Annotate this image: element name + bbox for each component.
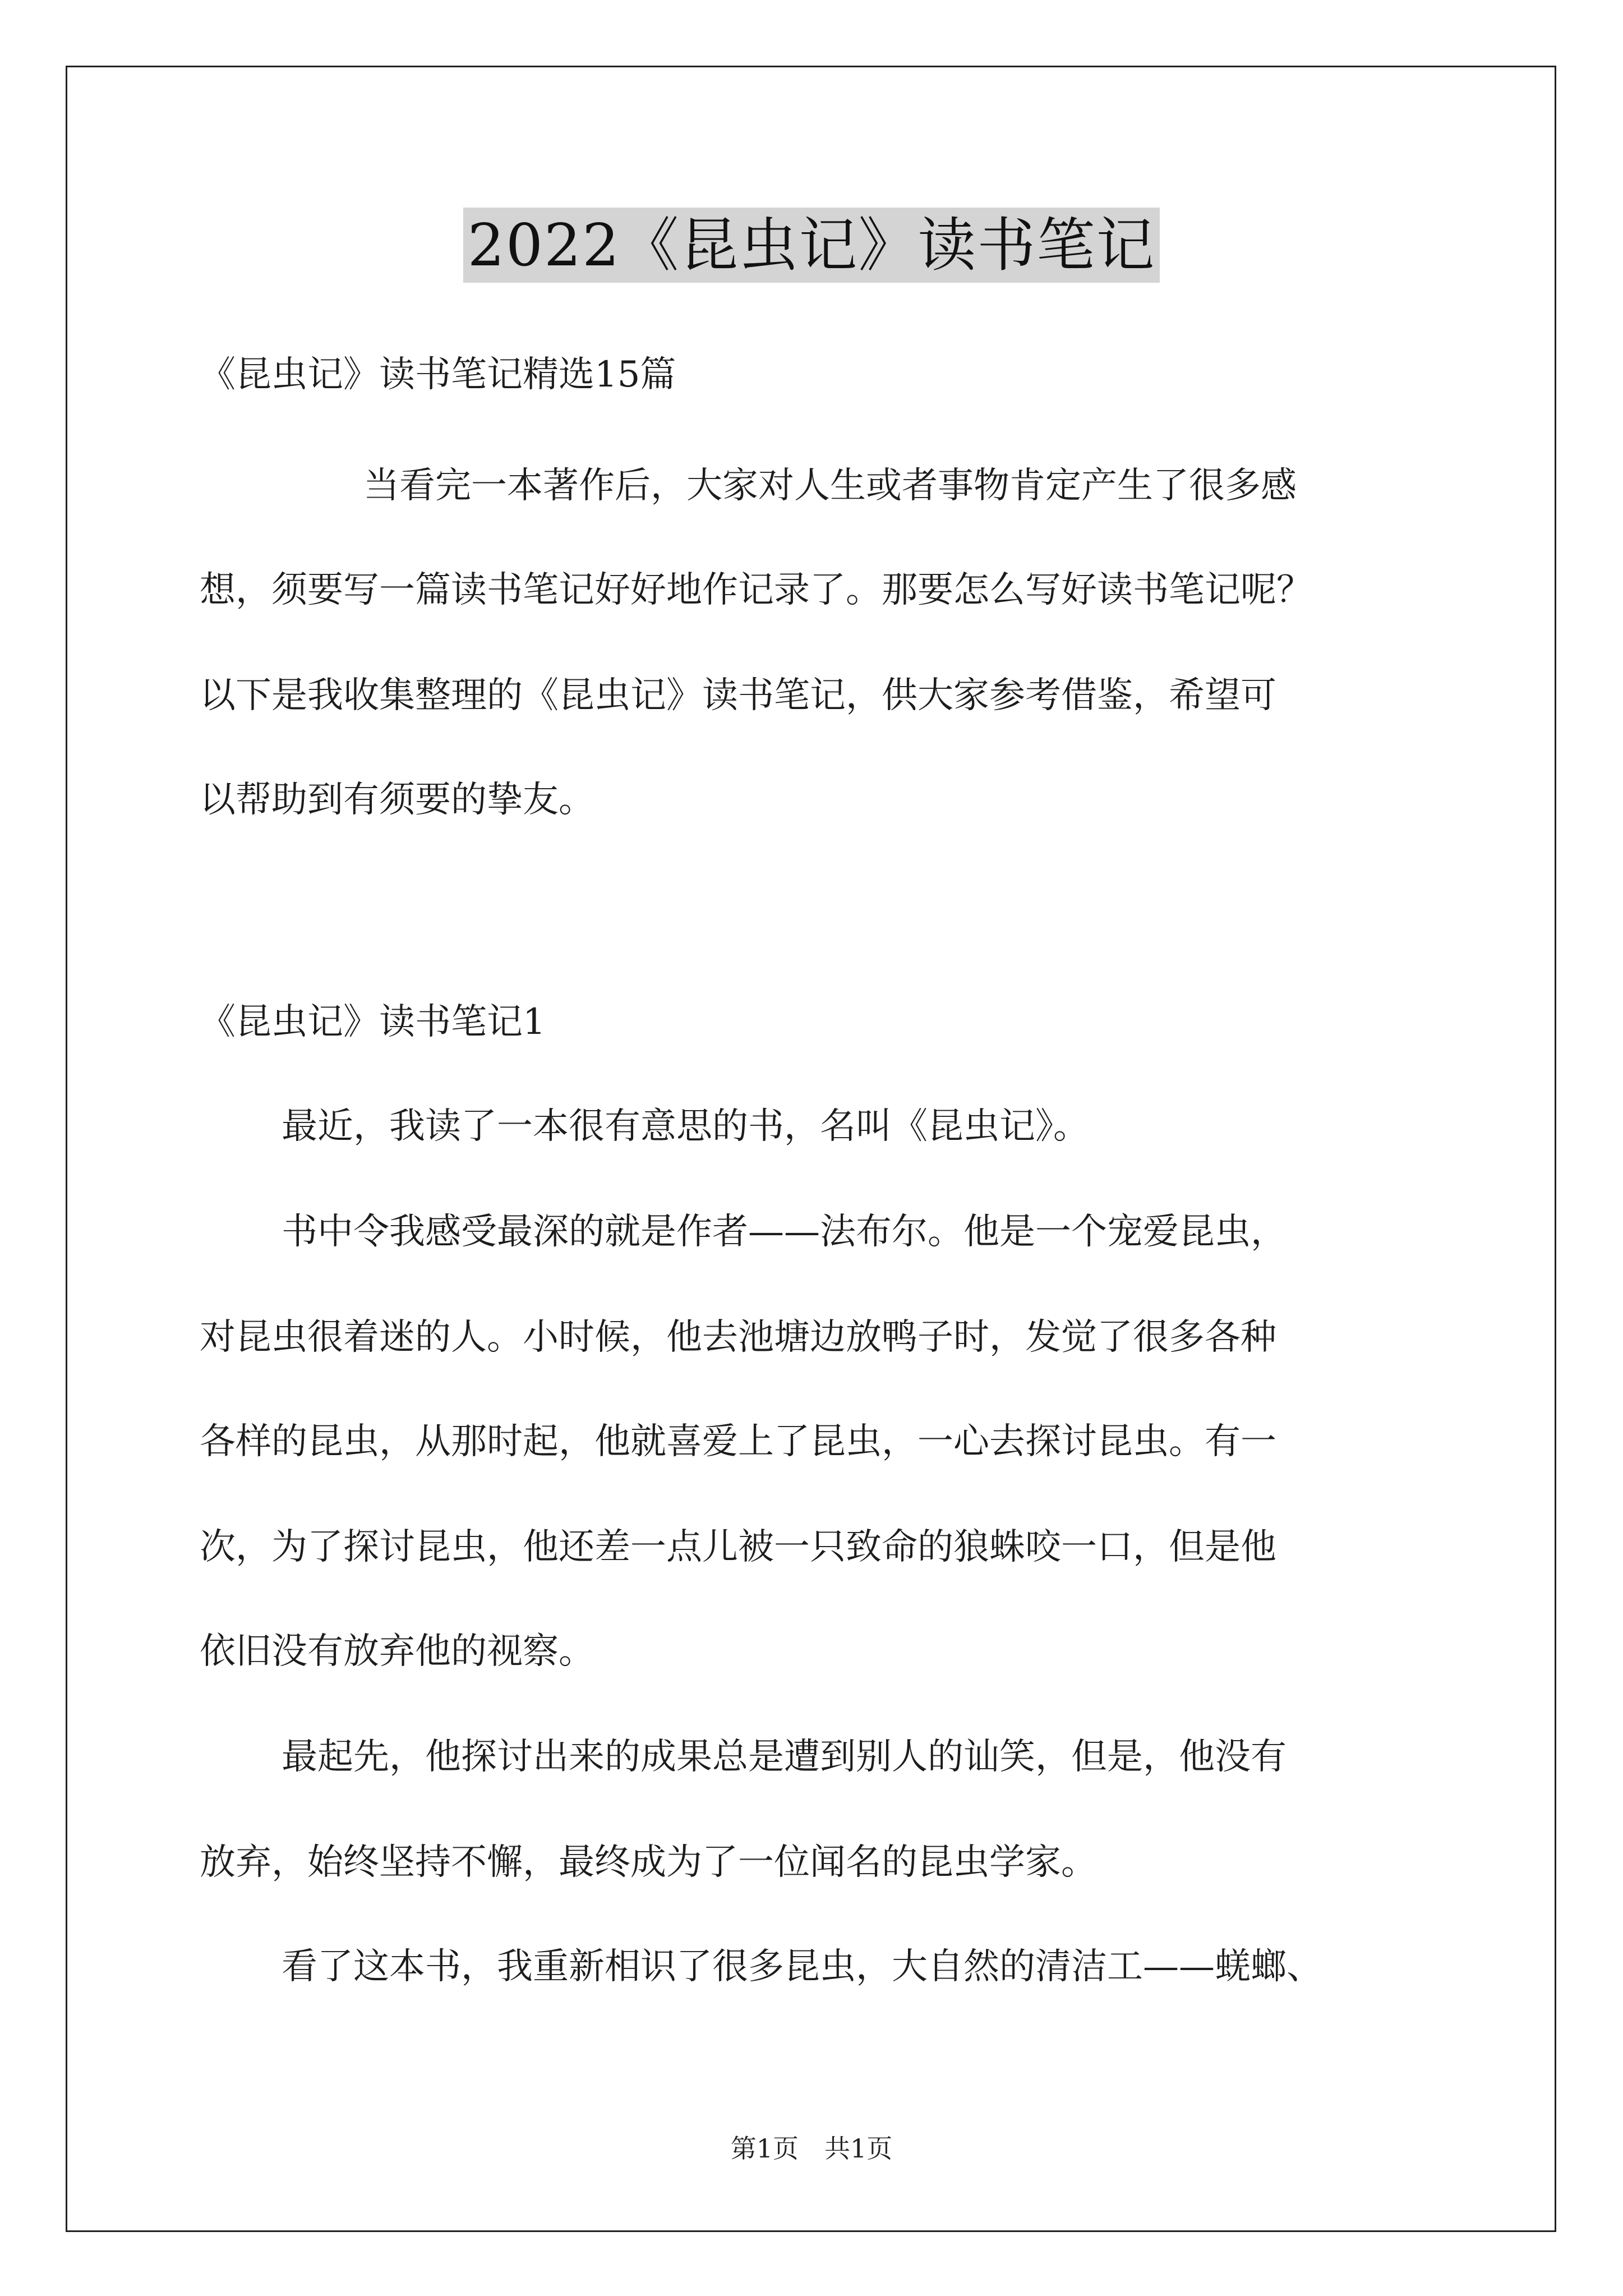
body-line-3: 对昆虫很着迷的人。小时候，他去池塘边放鸭子时，发觉了很多各种: [200, 1317, 1276, 1358]
body-line-7: 最起先，他探讨出来的成果总是遭到别人的讪笑，但是，他没有: [282, 1736, 1287, 1778]
document-subtitle: 《昆虫记》读书笔记精选15篇: [200, 354, 676, 395]
intro-line-3: 以下是我收集整理的《昆虫记》读书笔记，供大家参考借鉴，希望可: [200, 675, 1276, 716]
intro-line-4: 以帮助到有须要的挚友。: [200, 779, 594, 821]
title-container: [0, 208, 1623, 283]
body-line-2: 书中令我感受最深的就是作者——法布尔。他是一个宠爱昆虫，: [282, 1211, 1287, 1253]
body-line-6: 依旧没有放弃他的视察。: [200, 1631, 594, 1672]
body-line-5: 次，为了探讨昆虫，他还差一点儿被一只致命的狼蛛咬一口，但是他: [200, 1526, 1276, 1568]
body-line-8: 放弃，始终坚持不懈，最终成为了一位闻名的昆虫学家。: [200, 1842, 1097, 1883]
section-heading: 《昆虫记》读书笔记1: [200, 1001, 546, 1043]
body-line-9: 看了这本书，我重新相识了很多昆虫，大自然的清洁工——蜣螂、: [282, 1946, 1322, 1987]
document-title: 2022《昆虫记》读书笔记: [463, 208, 1160, 283]
page-footer: 第1页 共1页: [730, 2133, 893, 2164]
intro-line-1: 当看完一本著作后，大家对人生或者事物肯定产生了很多感: [363, 465, 1297, 507]
intro-line-2: 想，须要写一篇读书笔记好好地作记录了。那要怎么写好读书笔记呢？: [200, 569, 1312, 611]
body-line-4: 各样的昆虫，从那时起，他就喜爱上了昆虫，一心去探讨昆虫。有一: [200, 1421, 1276, 1462]
body-line-1: 最近，我读了一本很有意思的书，名叫《昆虫记》。: [282, 1106, 1089, 1147]
